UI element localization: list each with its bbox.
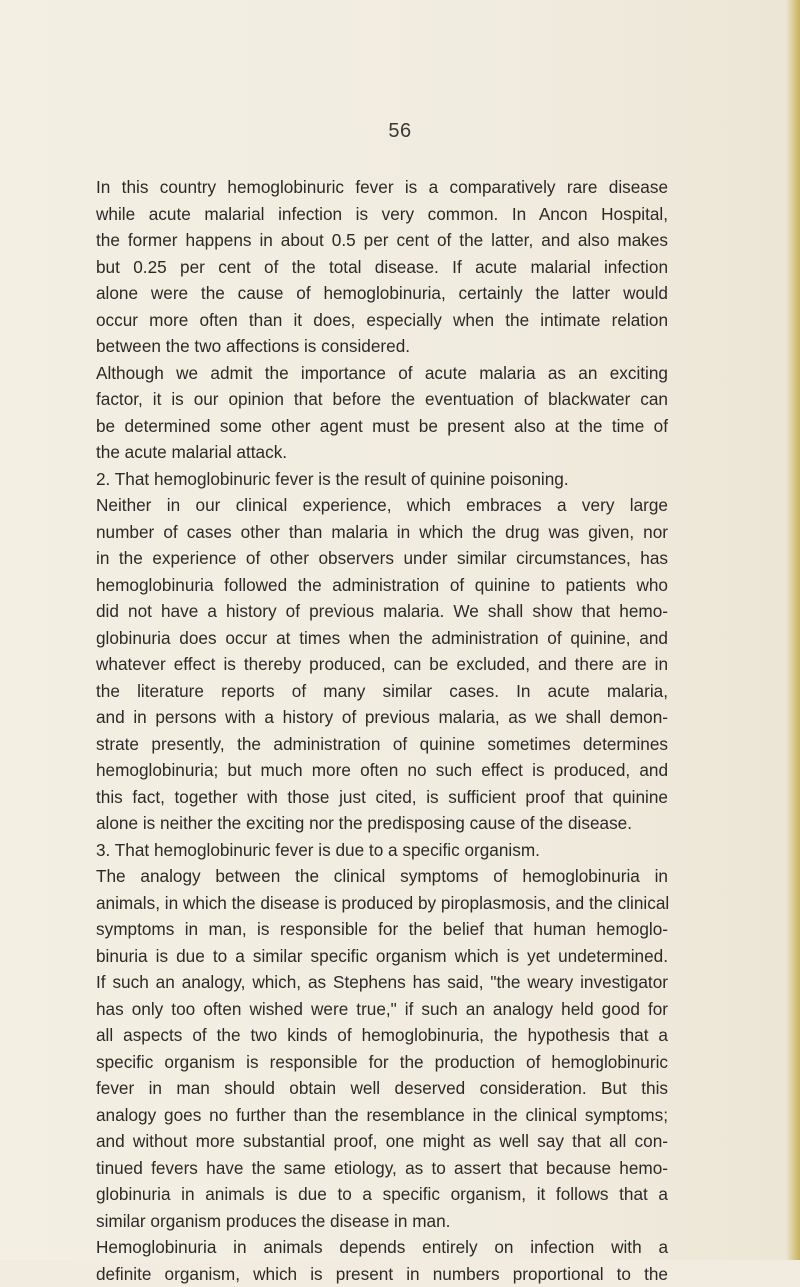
text-line: hemoglobinuria followed the administration of quinine to patients who	[96, 572, 668, 599]
text-line: definite organism, which is present in numbers proportional to the	[96, 1261, 668, 1287]
text-line: alone is neither the exciting nor the predisposing cause of the disease.	[96, 810, 668, 837]
text-line: all aspects of the two kinds of hemoglobinuria, the hypothesis that a	[96, 1022, 668, 1049]
text-line: in the experience of other observers under similar circumstances, has	[96, 545, 668, 572]
text-line: this fact, together with those just cited, is sufficient proof that quinine	[96, 784, 668, 811]
text-line: number of cases other than malaria in which the drug was given, nor	[96, 519, 668, 546]
text-line: the literature reports of many similar cases. In acute malaria,	[96, 678, 668, 705]
text-line: occur more often than it does, especially when the intimate relation	[96, 307, 668, 334]
text-line: If such an analogy, which, as Stephens has said, "the weary investigator	[96, 969, 668, 996]
text-line: 3. That hemoglobinuric fever is due to a specific organism.	[96, 837, 668, 864]
text-line: In this country hemoglobinuric fever is a comparatively rare disease	[96, 174, 668, 201]
text-line: has only too often wished were true," if such an analogy held good for	[96, 996, 668, 1023]
text-line: globinuria does occur at times when the administration of quinine, and	[96, 625, 668, 652]
text-line: globinuria in animals is due to a specific organism, it follows that a	[96, 1181, 668, 1208]
text-line: binuria is due to a similar specific organism which is yet undetermined.	[96, 943, 668, 970]
text-line: hemoglobinuria; but much more often no such effect is produced, and	[96, 757, 668, 784]
text-line: did not have a history of previous malaria. We shall show that hemo-	[96, 598, 668, 625]
text-line: and without more substantial proof, one might as well say that all con-	[96, 1128, 668, 1155]
body-text	[96, 174, 668, 1287]
text-line: specific organism is responsible for the production of hemoglobinuric	[96, 1049, 668, 1076]
text-line: the acute malarial attack.	[96, 439, 668, 466]
text-line: strate presently, the administration of quinine sometimes determines	[96, 731, 668, 758]
text-line: between the two affections is considered.	[96, 333, 668, 360]
text-line: animals, in which the disease is produced by piroplasmosis, and the clinical	[96, 890, 668, 917]
text-line: Hemoglobinuria in animals depends entirely on infection with a	[96, 1234, 668, 1261]
text-line: symptoms in man, is responsible for the belief that human hemoglo-	[96, 916, 668, 943]
text-line: the former happens in about 0.5 per cent of the latter, and also makes	[96, 227, 668, 254]
text-line: and in persons with a history of previous malaria, as we shall demon-	[96, 704, 668, 731]
text-line: Neither in our clinical experience, which embraces a very large	[96, 492, 668, 519]
text-line: 2. That hemoglobinuric fever is the result of quinine poisoning.	[96, 466, 668, 493]
text-line: Although we admit the importance of acute malaria as an exciting	[96, 360, 668, 387]
text-line: alone were the cause of hemoglobinuria, certainly the latter would	[96, 280, 668, 307]
text-line: fever in man should obtain well deserved consideration. But this	[96, 1075, 668, 1102]
text-line: The analogy between the clinical symptoms of hemoglobinuria in	[96, 863, 668, 890]
text-line: tinued fevers have the same etiology, as to assert that because hemo-	[96, 1155, 668, 1182]
text-line: be determined some other agent must be present also at the time of	[96, 413, 668, 440]
text-line: similar organism produces the disease in man.	[96, 1208, 668, 1235]
text-line: factor, it is our opinion that before the eventuation of blackwater can	[96, 386, 668, 413]
text-line: while acute malarial infection is very common. In Ancon Hospital,	[96, 201, 668, 228]
page-edge	[786, 0, 800, 1260]
text-line: analogy goes no further than the resemblance in the clinical symptoms;	[96, 1102, 668, 1129]
page-number: 56	[0, 120, 800, 143]
text-line: but 0.25 per cent of the total disease. If acute malarial infection	[96, 254, 668, 281]
text-line: whatever effect is thereby produced, can be excluded, and there are in	[96, 651, 668, 678]
